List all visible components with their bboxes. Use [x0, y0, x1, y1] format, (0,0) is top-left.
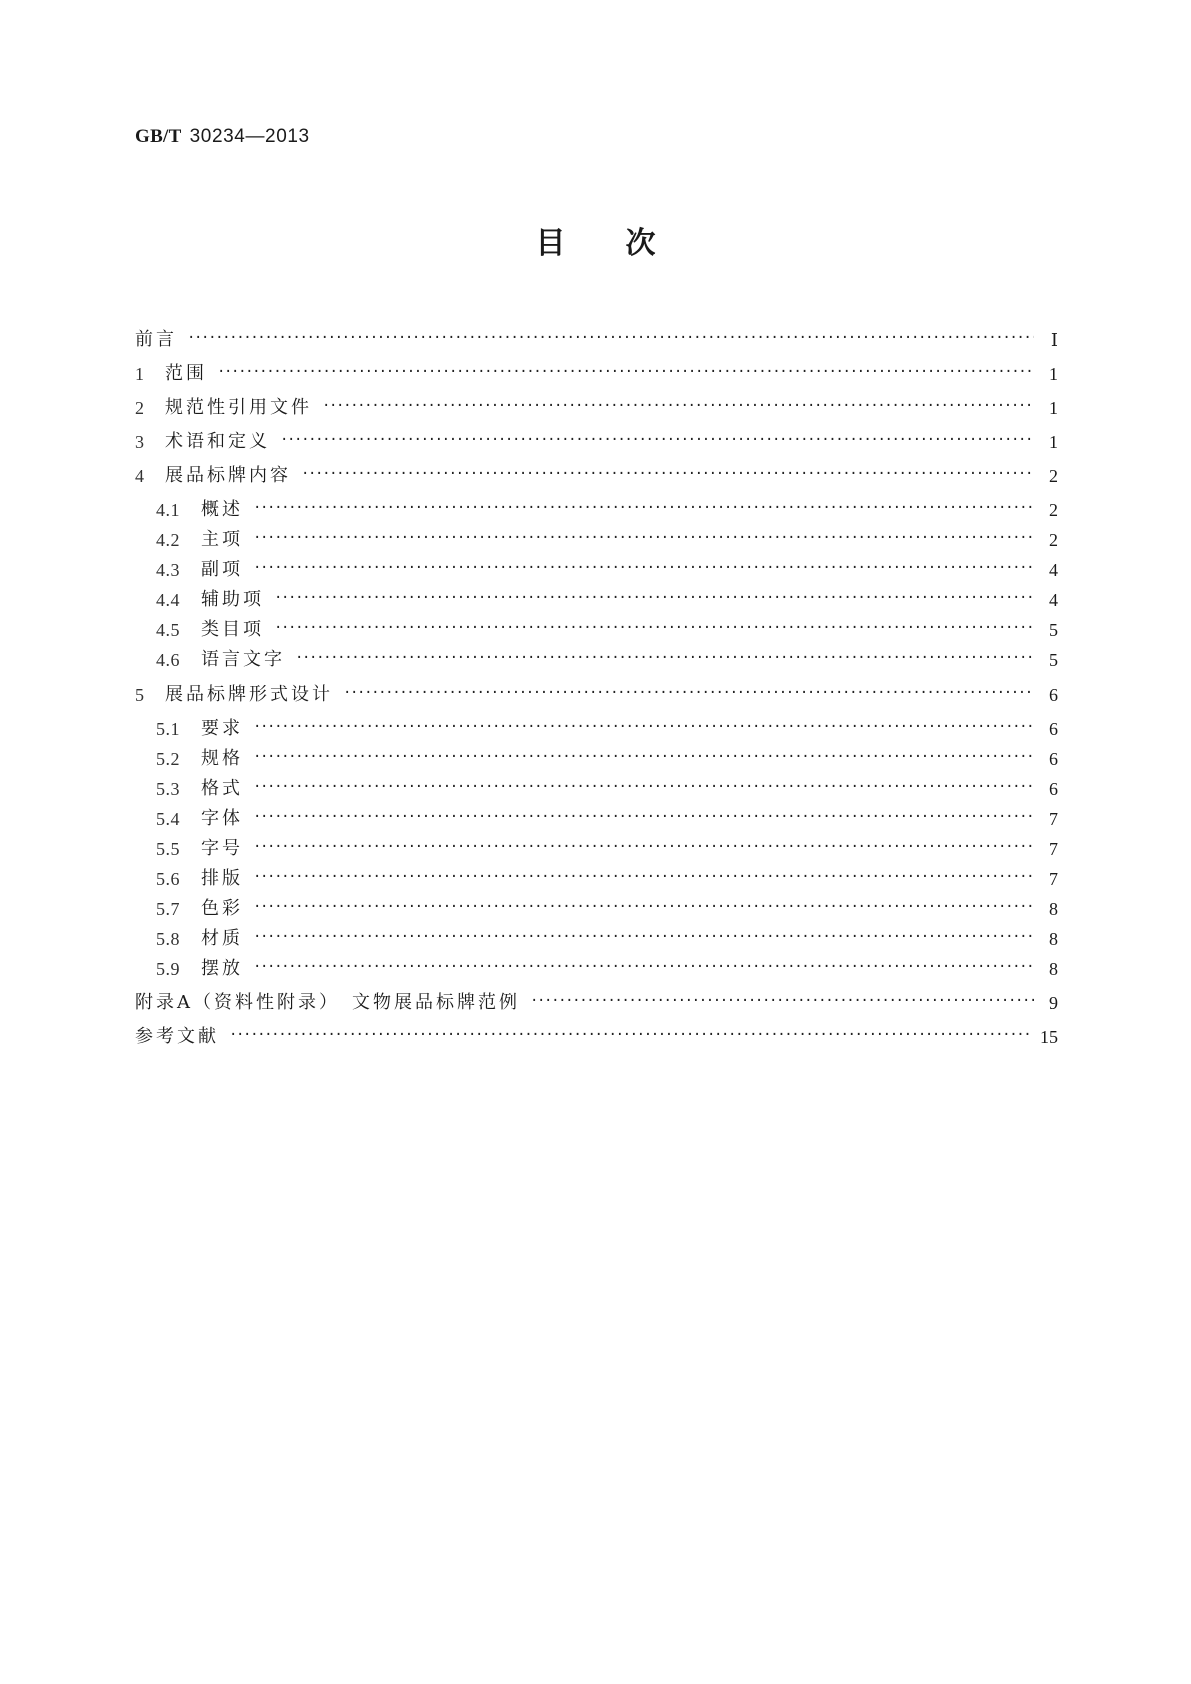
toc-entry-5-3[interactable]	[156, 776, 1058, 802]
dot-leader	[530, 990, 1034, 1016]
toc-entry-label: 辅助项	[201, 589, 264, 610]
dot-leader	[253, 557, 1034, 583]
toc-entry-number: 5	[135, 685, 144, 705]
dot-leader	[217, 361, 1034, 387]
toc-entry-page: 8	[1049, 899, 1058, 919]
toc-entry-4-3[interactable]	[156, 557, 1058, 583]
toc-entry-number: 4.2	[156, 530, 180, 550]
toc-entry-number: 5.3	[156, 779, 180, 799]
toc-entry-page: 7	[1049, 809, 1058, 829]
toc-entry-number: 5.5	[156, 839, 180, 859]
standard-number: 30234—2013	[189, 126, 310, 147]
dot-leader	[253, 527, 1034, 553]
toc-entry-label: 摆放	[201, 958, 243, 979]
toc-entry-page: Ⅰ	[1050, 330, 1058, 350]
dot-leader	[343, 682, 1034, 708]
toc-entry-bibliography[interactable]	[135, 1024, 1058, 1050]
dot-leader	[253, 497, 1034, 523]
toc-entry-page: 6	[1049, 685, 1058, 705]
toc-entry-number: 5.7	[156, 899, 180, 919]
toc-entry-label: 范围	[165, 363, 207, 384]
toc-entry-page: 1	[1049, 432, 1058, 452]
toc-entry-page: 6	[1049, 749, 1058, 769]
toc-entry-number: 5.8	[156, 929, 180, 949]
toc-entry-label: 字号	[201, 838, 243, 859]
toc-entry-4-2[interactable]	[156, 527, 1058, 553]
toc-entry-page: 2	[1049, 530, 1058, 550]
toc-entry-4-4[interactable]	[156, 587, 1058, 613]
standard-prefix: GB/T	[135, 126, 182, 147]
toc-entry-4-5[interactable]	[156, 617, 1058, 643]
dot-leader	[322, 395, 1034, 421]
dot-leader	[295, 647, 1034, 673]
toc-entry-label: 字体	[201, 808, 243, 829]
toc-entry-label: 类目项	[201, 619, 264, 640]
toc-title-char-2: 次	[625, 226, 656, 261]
toc-entry-label: 语言文字	[201, 649, 285, 670]
toc-entry-5-2[interactable]	[156, 746, 1058, 772]
dot-leader	[229, 1024, 1030, 1050]
toc-entry-page: 6	[1049, 719, 1058, 739]
toc-entry-number: 4.6	[156, 650, 180, 670]
dot-leader	[280, 429, 1034, 455]
toc-entry-5-8[interactable]	[156, 926, 1058, 952]
toc-entry-number: 4	[135, 466, 144, 486]
toc-entry-label: 规格	[201, 748, 243, 769]
toc-entry-page: 6	[1049, 779, 1058, 799]
toc-entry-page: 5	[1049, 650, 1058, 670]
dot-leader	[253, 716, 1034, 742]
toc-entry-number: 2	[135, 398, 144, 418]
dot-leader	[253, 776, 1034, 802]
standard-code	[135, 126, 310, 148]
toc-entry-4-1[interactable]	[156, 497, 1058, 523]
toc-entry-page: 15	[1040, 1027, 1058, 1047]
toc-entry-foreword[interactable]	[135, 327, 1058, 353]
toc-entry-page: 4	[1049, 560, 1058, 580]
toc-entry-5[interactable]	[135, 682, 1058, 708]
toc-entry-label: 材质	[201, 928, 243, 949]
toc-entry-3[interactable]	[135, 429, 1058, 455]
toc-entry-label: 术语和定义	[165, 431, 270, 452]
toc-entry-number: 5.9	[156, 959, 180, 979]
toc-entry-number: 5.2	[156, 749, 180, 769]
toc-entry-label: 概述	[201, 499, 243, 520]
toc-entry-page: 9	[1049, 993, 1058, 1013]
dot-leader	[301, 463, 1034, 489]
toc-entry-label: 参考文献	[135, 1026, 219, 1047]
toc-entry-page: 4	[1049, 590, 1058, 610]
toc-entry-number: 4.1	[156, 500, 180, 520]
toc-entry-page: 2	[1049, 466, 1058, 486]
toc-entry-label: 排版	[201, 868, 243, 889]
toc-entry-number: 5.6	[156, 869, 180, 889]
toc-entry-page: 2	[1049, 500, 1058, 520]
toc-entry-4-6[interactable]	[156, 647, 1058, 673]
toc-entry-label: 展品标牌内容	[165, 465, 291, 486]
toc-entry-number: 5.4	[156, 809, 180, 829]
dot-leader	[274, 617, 1034, 643]
toc-entry-label: 附录A（资料性附录） 文物展品标牌范例	[135, 992, 520, 1013]
toc-title	[0, 224, 1191, 264]
toc-entry-5-7[interactable]	[156, 896, 1058, 922]
toc-entry-5-9[interactable]	[156, 956, 1058, 982]
toc-entry-page: 7	[1049, 869, 1058, 889]
toc-entry-page: 7	[1049, 839, 1058, 859]
toc-entry-number: 1	[135, 364, 144, 384]
toc-entry-page: 1	[1049, 364, 1058, 384]
toc-entry-page: 8	[1049, 929, 1058, 949]
toc-entry-label: 展品标牌形式设计	[165, 684, 333, 705]
toc-entry-5-1[interactable]	[156, 716, 1058, 742]
toc-entry-2[interactable]	[135, 395, 1058, 421]
toc-entry-label: 色彩	[201, 898, 243, 919]
toc-entry-number: 4.4	[156, 590, 180, 610]
toc-entry-number: 3	[135, 432, 144, 452]
toc-entry-label: 前言	[135, 329, 177, 350]
toc-entry-label: 副项	[201, 559, 243, 580]
dot-leader	[274, 587, 1034, 613]
dot-leader	[253, 956, 1034, 982]
toc-entry-page: 1	[1049, 398, 1058, 418]
toc-entry-label: 规范性引用文件	[165, 397, 312, 418]
dot-leader	[187, 327, 1034, 353]
toc-entry-label: 主项	[201, 529, 243, 550]
toc-entry-number: 4.3	[156, 560, 180, 580]
toc-entry-appendix-a[interactable]	[135, 990, 1058, 1016]
toc-entry-1[interactable]	[135, 361, 1058, 387]
toc-entry-5-4[interactable]	[156, 806, 1058, 832]
toc-entry-5-6[interactable]	[156, 866, 1058, 892]
dot-leader	[253, 806, 1034, 832]
toc-entry-number: 5.1	[156, 719, 180, 739]
toc-entry-4[interactable]	[135, 463, 1058, 489]
dot-leader	[253, 866, 1034, 892]
dot-leader	[253, 926, 1034, 952]
toc-entry-page: 8	[1049, 959, 1058, 979]
dot-leader	[253, 896, 1034, 922]
dot-leader	[253, 746, 1034, 772]
toc-entry-number: 4.5	[156, 620, 180, 640]
toc-entry-label: 要求	[201, 718, 243, 739]
toc-entry-page: 5	[1049, 620, 1058, 640]
toc-entry-label: 格式	[201, 778, 243, 799]
toc-entry-5-5[interactable]	[156, 836, 1058, 862]
dot-leader	[253, 836, 1034, 862]
toc-title-char-1: 目	[535, 226, 566, 261]
